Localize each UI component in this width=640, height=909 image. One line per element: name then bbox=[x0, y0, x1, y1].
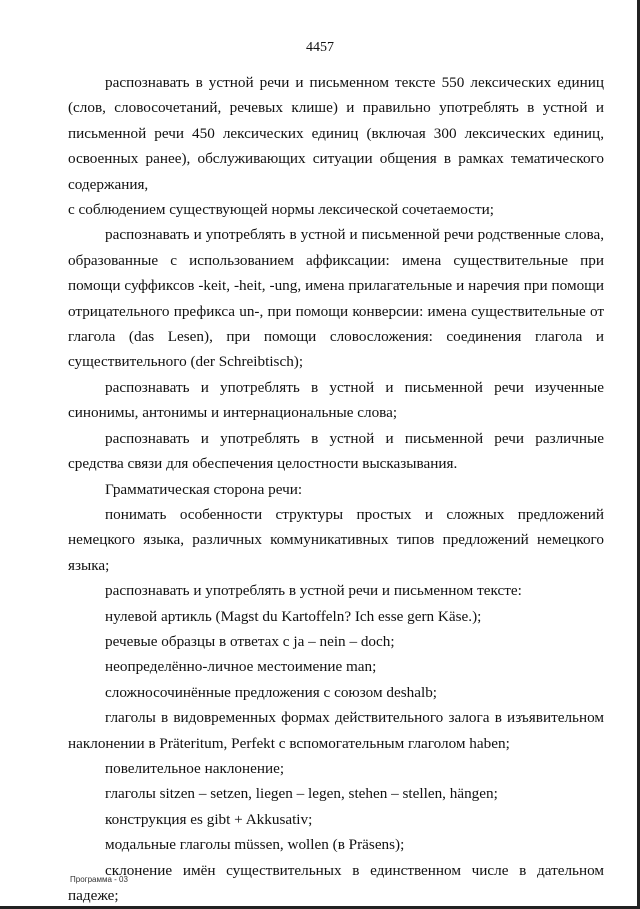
section-heading: Грамматическая сторона речи: bbox=[105, 480, 303, 498]
list-item: сложносочинённые предложения с союзом deshalb; bbox=[105, 683, 438, 701]
list-item: повелительное наклонение; bbox=[105, 759, 285, 777]
list-item: глаголы в видовременных формах действительного залога в изъявительном наклонении в Präteritum, Perfekt с вспомогательным глаголом haben; bbox=[68, 709, 604, 752]
list-item: глаголы sitzen – setzen, liegen – legen, stehen – stellen, hängen; bbox=[105, 785, 498, 803]
list-item: модальные глаголы müssen, wollen (в Präsens); bbox=[105, 836, 405, 854]
paragraph: распознавать в устной речи и письменном тексте 550 лексических единиц (слов, словосочетаний, речевых клише) и правильно употреблять в устной и письменной речи 450 лексических единиц (включая 300 лексических единиц, освоенных ранее), обслуживающих ситуации общения в рамках тематического содержания, bbox=[68, 74, 604, 193]
paragraph: распознавать и употреблять в устной речи и письменном тексте: bbox=[105, 582, 522, 600]
list-item: неопределённо-личное местоимение man; bbox=[105, 658, 377, 676]
paragraph: распознавать и употреблять в устной и письменной речи родственные слова, образованные с использованием аффиксации: имена существительные при помощи суффиксов -keit, -heit, -ung, имена прилагательные и наречия при помощи отрицательного префикса un-, при помощи конверсии: имена существительные от глагола (das Lesen), при помощи словосложения: соединения глагола и существительного (der Schreibtisch); bbox=[68, 226, 604, 371]
list-item: речевые образцы в ответах с ja – nein – doch; bbox=[105, 632, 395, 650]
document-body bbox=[68, 70, 604, 908]
list-item: склонение имён существительных в единственном числе в дательном падеже; bbox=[68, 861, 604, 904]
paragraph: понимать особенности структуры простых и сложных предложений немецкого языка, различных коммуникативных типов предложений немецкого языка; bbox=[68, 505, 604, 574]
paragraph: распознавать и употреблять в устной и письменной речи различные средства связи для обеспечения целостности высказывания. bbox=[68, 429, 604, 473]
page-number: 4457 bbox=[306, 40, 334, 55]
list-item: нулевой артикль (Magst du Kartoffeln? Ich esse gern Käse.); bbox=[105, 607, 482, 625]
paragraph: с соблюдением существующей нормы лексической сочетаемости; bbox=[68, 201, 494, 219]
list-item: конструкция es gibt + Akkusativ; bbox=[105, 810, 313, 828]
page-footer: Программа - 03 bbox=[70, 875, 128, 884]
paragraph: распознавать и употреблять в устной и письменной речи изученные синонимы, антонимы и интернациональные слова; bbox=[68, 378, 604, 422]
